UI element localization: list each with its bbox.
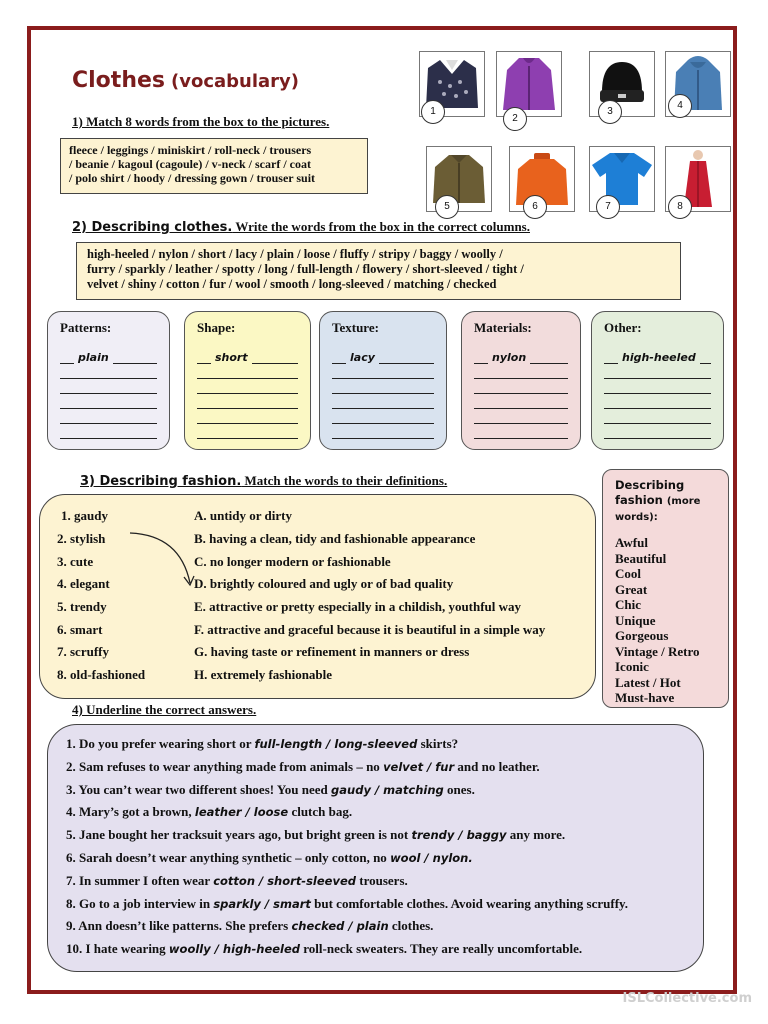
column-patterns (47, 311, 170, 450)
match-word[interactable]: 4. elegant (57, 576, 110, 591)
question-2: 2. Sam refuses to wear anything made from animals – no velvet / fur and no leather. (66, 758, 540, 774)
answer-line[interactable] (604, 409, 711, 424)
question-8: 8. Go to a job interview in sparkly / smart but comfortable clothes. Avoid wearing anything scruffy. (66, 895, 629, 911)
answer-line[interactable] (604, 364, 711, 379)
answer-line[interactable] (197, 394, 298, 409)
exercise-2-heading: 2) Describing clothes. Write the words from the box in the correct columns. (72, 219, 530, 235)
picture-number: 1 (421, 100, 445, 124)
answer-options[interactable]: cotton / short-sleeved (213, 873, 356, 888)
answer-line[interactable] (474, 424, 568, 439)
answer-line[interactable] (474, 364, 568, 379)
match-word[interactable]: 5. trendy (57, 599, 107, 614)
more-word: Vintage / Retro (615, 643, 700, 659)
more-word: Great (615, 581, 648, 597)
answer-line[interactable] (332, 424, 434, 439)
more-words-list (615, 535, 716, 706)
example-answer-line: nylon (474, 350, 568, 364)
answer-line[interactable] (474, 394, 568, 409)
column-label: Texture: (332, 320, 379, 335)
answer-line[interactable] (332, 379, 434, 394)
answer-line[interactable] (474, 409, 568, 424)
jacket-icon (497, 52, 561, 116)
word-box-1: fleece / leggings / miniskirt / roll-neck / trousers / beanie / kagoul (cagoule) / v-neck / scarf / coat / polo shirt / hoody / dressing gown / trouser suit (60, 138, 368, 194)
picture-kagoul (496, 51, 562, 117)
example-arrow-icon (110, 525, 200, 595)
answer-line[interactable] (60, 364, 157, 379)
question-4: 4. Mary’s got a brown, leather / loose clutch bag. (66, 804, 353, 820)
match-word[interactable]: 6. smart (57, 622, 103, 637)
picture-number: 2 (503, 107, 527, 131)
question-6: 6. Sarah doesn’t wear anything synthetic – only cotton, no wool / nylon. (66, 850, 473, 865)
column-texture (319, 311, 447, 450)
more-word: Awful (615, 535, 648, 550)
answer-line[interactable] (474, 379, 568, 394)
answer-options[interactable]: wool / nylon. (390, 851, 473, 865)
picture-number: 8 (668, 195, 692, 219)
match-definition[interactable]: E. attractive or pretty especially in a childish, youthful way (194, 599, 522, 614)
match-word[interactable]: 7. scruffy (57, 644, 109, 659)
picture-number: 4 (668, 94, 692, 118)
question-9: 9. Ann doesn’t like patterns. She prefers checked / plain clothes. (66, 918, 434, 934)
watermark: ISLCollective.com (622, 991, 752, 1006)
answer-options[interactable]: velvet / fur (383, 759, 455, 774)
column-label: Other: (604, 320, 642, 335)
match-definition[interactable]: F. attractive and graceful because it is beautiful in a simple way (194, 622, 546, 637)
example-answer-line: short (197, 350, 298, 364)
answer-options[interactable]: gaudy / matching (331, 782, 444, 797)
more-word: Unique (615, 612, 656, 628)
answer-line[interactable] (332, 394, 434, 409)
match-definition[interactable]: D. brightly coloured and ugly or of bad quality (194, 576, 454, 591)
answer-options[interactable]: sparkly / smart (213, 896, 311, 911)
question-10: 10. I hate wearing woolly / high-heeled roll-neck sweaters. They are really uncomfortable. (66, 941, 583, 957)
answer-options[interactable]: leather / loose (194, 805, 289, 820)
page-title: Clothes (vocabulary) (72, 68, 299, 93)
match-word[interactable]: 8. old-fashioned (57, 667, 146, 682)
match-word[interactable]: 1. gaudy (61, 508, 108, 523)
more-word: Latest / Hot (615, 674, 681, 690)
more-words-title: Describing fashion (more words): (615, 478, 701, 523)
match-word[interactable]: 2. stylish (57, 531, 106, 546)
answer-line[interactable] (60, 394, 157, 409)
answer-line[interactable] (60, 409, 157, 424)
column-label: Materials: (474, 320, 532, 335)
match-definition[interactable]: G. having taste or refinement in manners or dress (194, 644, 470, 659)
question-3: 3. You can’t wear two different shoes! You need gaudy / matching ones. (66, 781, 475, 797)
answer-line[interactable] (197, 424, 298, 439)
word-box-2: high-heeled / nylon / short / lacy / plain / loose / fluffy / stripy / baggy / woolly / furry / sparkly / leather / spotty / long / full-length / flowery / short-sleeved / tight / velvet / shiny / cotton / fur / wool / smooth / long-sleeved / matching / checked (76, 242, 681, 300)
exercise-1-heading: 1) Match 8 words from the box to the pictures. (72, 114, 330, 129)
question-5: 5. Jane bought her tracksuit years ago, but bright green is not trendy / baggy any more. (66, 827, 566, 843)
match-definition[interactable]: H. extremely fashionable (194, 667, 333, 682)
picture-number: 6 (523, 195, 547, 219)
question-7: 7. In summer I often wear cotton / short-sleeved trousers. (66, 872, 408, 888)
answer-options[interactable]: trendy / baggy (411, 828, 507, 843)
example-answer-line: high-heeled (604, 350, 711, 364)
answer-line[interactable] (604, 394, 711, 409)
exercise-3-heading: 3) Describing fashion. Match the words to their definitions. (80, 473, 448, 489)
answer-line[interactable] (332, 409, 434, 424)
more-word: Cool (615, 566, 641, 581)
answer-line[interactable] (604, 424, 711, 439)
more-word: Beautiful (615, 550, 667, 566)
answer-line[interactable] (60, 424, 157, 439)
more-words-box (602, 469, 729, 708)
column-other (591, 311, 724, 450)
example-answer-line: lacy (332, 350, 434, 364)
column-shape (184, 311, 311, 450)
column-materials (461, 311, 581, 450)
question-1: 1. Do you prefer wearing short or full-length / long-sleeved skirts? (66, 736, 459, 751)
match-definition[interactable]: A. untidy or dirty (194, 508, 292, 523)
column-label: Shape: (197, 320, 236, 335)
answer-line[interactable] (604, 379, 711, 394)
match-definition[interactable]: C. no longer modern or fashionable (194, 554, 391, 569)
example-answer-line: plain (60, 350, 157, 364)
more-word: Gorgeous (615, 628, 669, 643)
exercise-4-heading: 4) Underline the correct answers. (72, 702, 257, 717)
match-word[interactable]: 3. cute (57, 554, 94, 569)
answer-options[interactable]: full-length / long-sleeved (254, 737, 418, 751)
match-definition[interactable]: B. having a clean, tidy and fashionable appearance (194, 531, 476, 546)
picture-number: 5 (435, 195, 459, 219)
answer-line[interactable] (60, 379, 157, 394)
more-word: Iconic (615, 659, 649, 674)
column-label: Patterns: (60, 320, 112, 335)
answer-options[interactable]: woolly / high-heeled (168, 942, 301, 957)
answer-options[interactable]: checked / plain (291, 919, 389, 934)
answer-line[interactable] (197, 379, 298, 394)
answer-line[interactable] (197, 409, 298, 424)
more-word: Must-have (615, 690, 675, 705)
more-word: Chic (615, 597, 641, 612)
picture-number: 3 (598, 100, 622, 124)
picture-number: 7 (596, 195, 620, 219)
answer-line[interactable] (332, 364, 434, 379)
answer-line[interactable] (197, 364, 298, 379)
